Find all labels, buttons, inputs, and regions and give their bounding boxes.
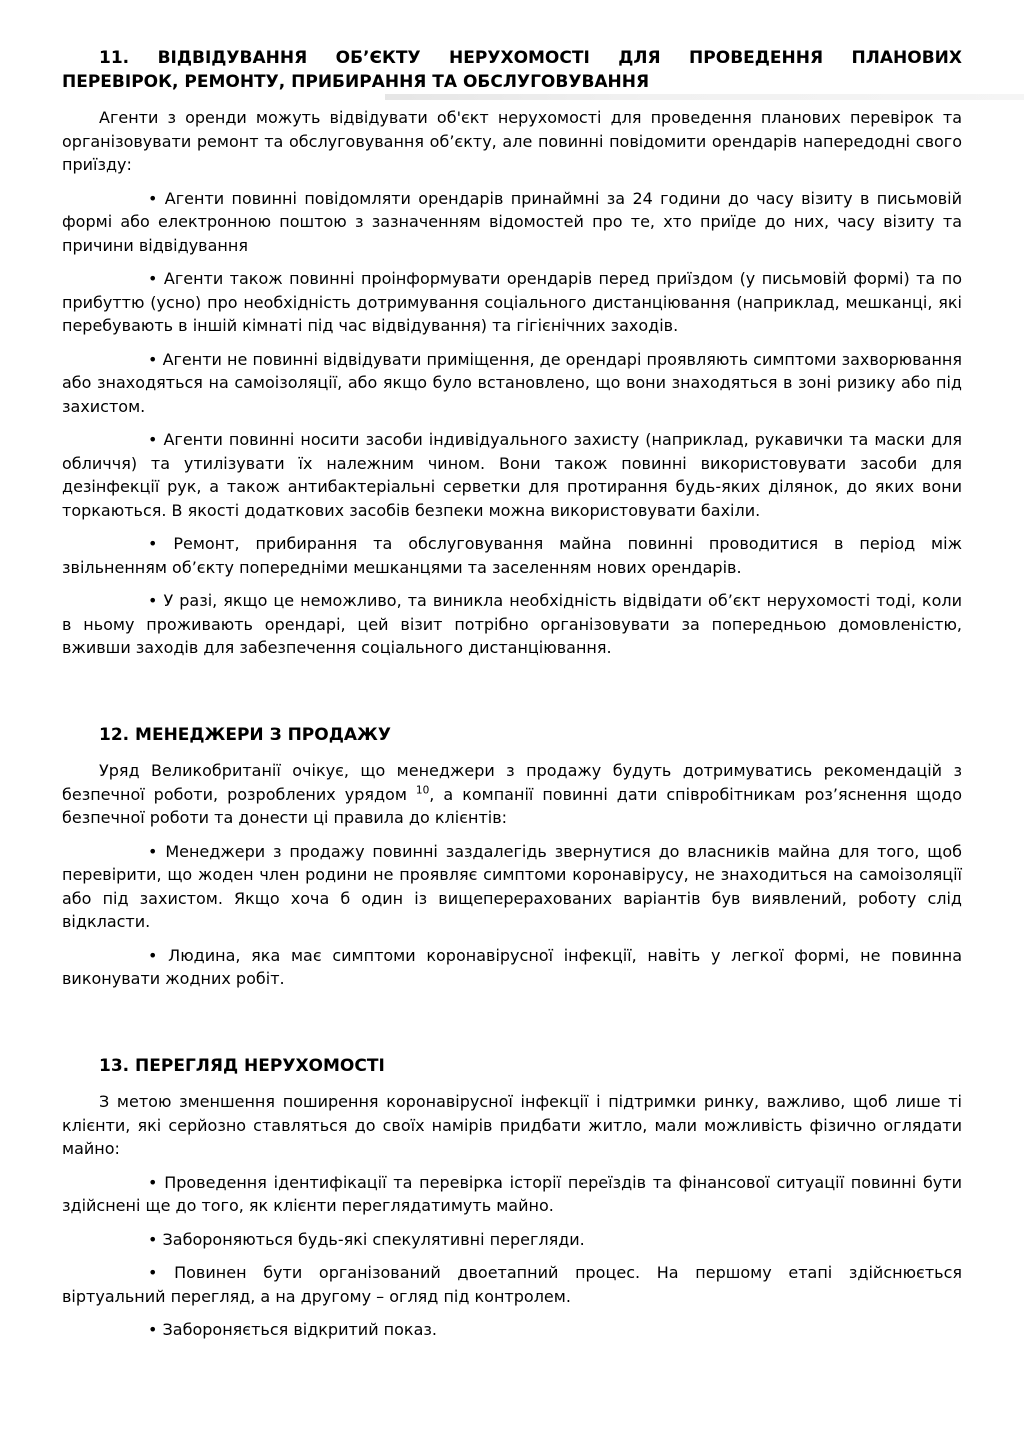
footnote-reference: 10 <box>415 784 430 797</box>
bullet-marker: • <box>148 349 158 369</box>
bullet-marker: • <box>148 534 158 553</box>
bullet-text: Забороняються будь-які спекулятивні перегляди. <box>162 1229 585 1249</box>
section-11-intro-paragraph: Агенти з оренди можуть відвідувати об'єкт нерухомості для проведення планових перевірок та організовувати ремонт та обслуговування об’єкту, але повинні повідомити орендарів напередодні свого приїзду: <box>62 108 962 174</box>
bullet-item <box>62 840 962 934</box>
bullet-item <box>62 589 962 660</box>
bullet-text: Повинен бути організований двоетапний процес. На першому етапі здійснюється віртуальний перегляд, а на другому – огляд під контролем. <box>62 1263 962 1306</box>
section-13 <box>62 1055 962 1342</box>
bullet-item <box>62 267 962 338</box>
section-13-heading: 13. ПЕРЕГЛЯД НЕРУХОМОСТІ <box>99 1055 385 1076</box>
bullet-text: Менеджери з продажу повинні заздалегідь звернутися до власників майна для того, щоб перевірити, що жоден член родини не проявляє симптоми коронавірусу, не знаходиться на самоізоляції або під захистом. Якщо хоча б один із вищеперерахованих варіантів був виявлений, роботу слід відкласти. <box>62 841 962 931</box>
bullet-item <box>62 428 962 522</box>
bullet-text: Ремонт, прибирання та обслуговування майна повинні проводитися в період між звільненням об’єкту попередніми мешканцями та заселенням нових орендарів. <box>62 534 962 577</box>
bullet-marker: • <box>148 1229 158 1249</box>
bullet-marker: • <box>148 188 158 208</box>
bullet-item <box>62 1228 962 1252</box>
bullet-text: Агенти не повинні відвідувати приміщення, де орендарі проявляють симптоми захворювання або знаходяться на самоізоляції, або якщо було встановлено, що вони знаходяться в зоні ризику або під захистом. <box>62 349 962 416</box>
section-12-intro-paragraph <box>62 759 962 830</box>
bullet-marker: • <box>148 269 158 288</box>
bullet-marker: • <box>148 1320 158 1339</box>
bullet-text: Агенти повинні повідомляти орендарів принаймні за 24 години до часу візиту в письмовій формі або електронною поштою з зазначенням відомостей про те, хто приїде до них, часу візиту та причини відвідування <box>62 188 962 255</box>
bullet-text: Проведення ідентифікації та перевірка історії переїздів та фінансової ситуації повинні бути здійснені ще до того, як клієнти переглядатимуть майно. <box>62 1172 962 1215</box>
bullet-marker: • <box>148 1263 158 1282</box>
section-11-heading-line-1: 11. ВІДВІДУВАННЯ ОБ’ЄКТУ НЕРУХОМОСТІ ДЛЯ ПРОВЕДЕННЯ ПЛАНОВИХ <box>99 48 962 68</box>
bullet-item <box>62 532 962 579</box>
section-11-heading-line-2: ПЕРЕВІРОК, РЕМОНТУ, ПРИБИРАННЯ ТА ОБСЛУГОВУВАННЯ <box>62 71 650 92</box>
bullet-item <box>62 187 962 258</box>
bullet-text: У разі, якщо це неможливо, та виникла необхідність відвідати об’єкт нерухомості тоді, коли в ньому проживають орендарі, цей візит потрібно організовувати за попередньою домовленістю, вживши заходів для забезпечення соціального дистанціювання. <box>62 591 962 657</box>
section-11 <box>62 47 962 660</box>
intro-text-before-footnote: Уряд Великобританії очікує, що менеджери з продажу будуть дотримуватись рекомендацій з безпечної роботи, розроблених урядом <box>62 761 962 804</box>
bullet-text: Агенти також повинні проінформувати орендарів перед приїздом (у письмовій формі) та по прибуттю (усно) про необхідність дотримування соціального дистанціювання (наприклад, мешканці, які перебувають в іншій кімнаті під час відвідування) та гігієнічних заходів. <box>62 269 962 335</box>
bullet-text: Агенти повинні носити засоби індивідуального захисту (наприклад, рукавички та маски для обличчя) та утилізувати їх належним чином. Вони також повинні використовувати засоби для дезінфекції рук, а також антибактеріальні серветки для протирання будь-яких ділянок, до яких вони торкаються. В якості додаткових засобів безпеки можна використовувати бахіли. <box>62 430 963 520</box>
bullet-item <box>62 1171 962 1218</box>
bullet-marker: • <box>148 945 158 965</box>
bullet-item <box>62 1261 962 1308</box>
bullet-text: Забороняється відкритий показ. <box>162 1320 437 1339</box>
section-11-heading <box>62 47 962 94</box>
bullet-marker: • <box>148 430 158 449</box>
bullet-marker: • <box>148 841 158 861</box>
bullet-marker: • <box>148 1172 158 1192</box>
bullet-item <box>62 1318 962 1342</box>
intro-text-after-footnote: , а компанії повинні дати співробітникам роз’яснення щодо безпечної роботи та донести ці правила до клієнтів: <box>62 784 962 827</box>
bullet-text: Людина, яка має симптоми коронавірусної інфекції, навіть у легкої формі, не повинна виконувати жодних робіт. <box>62 945 963 988</box>
section-12 <box>62 724 962 991</box>
bullet-item <box>62 348 962 419</box>
bullet-item <box>62 944 962 991</box>
bullet-marker: • <box>148 591 158 610</box>
section-13-intro-paragraph: З метою зменшення поширення коронавірусної інфекції і підтримки ринку, важливо, щоб лише ті клієнти, які серйозно ставляться до своїх намірів придбати житло, мали можливість фізично оглядати майно: <box>62 1092 962 1158</box>
section-12-heading: 12. МЕНЕДЖЕРИ З ПРОДАЖУ <box>99 724 391 745</box>
